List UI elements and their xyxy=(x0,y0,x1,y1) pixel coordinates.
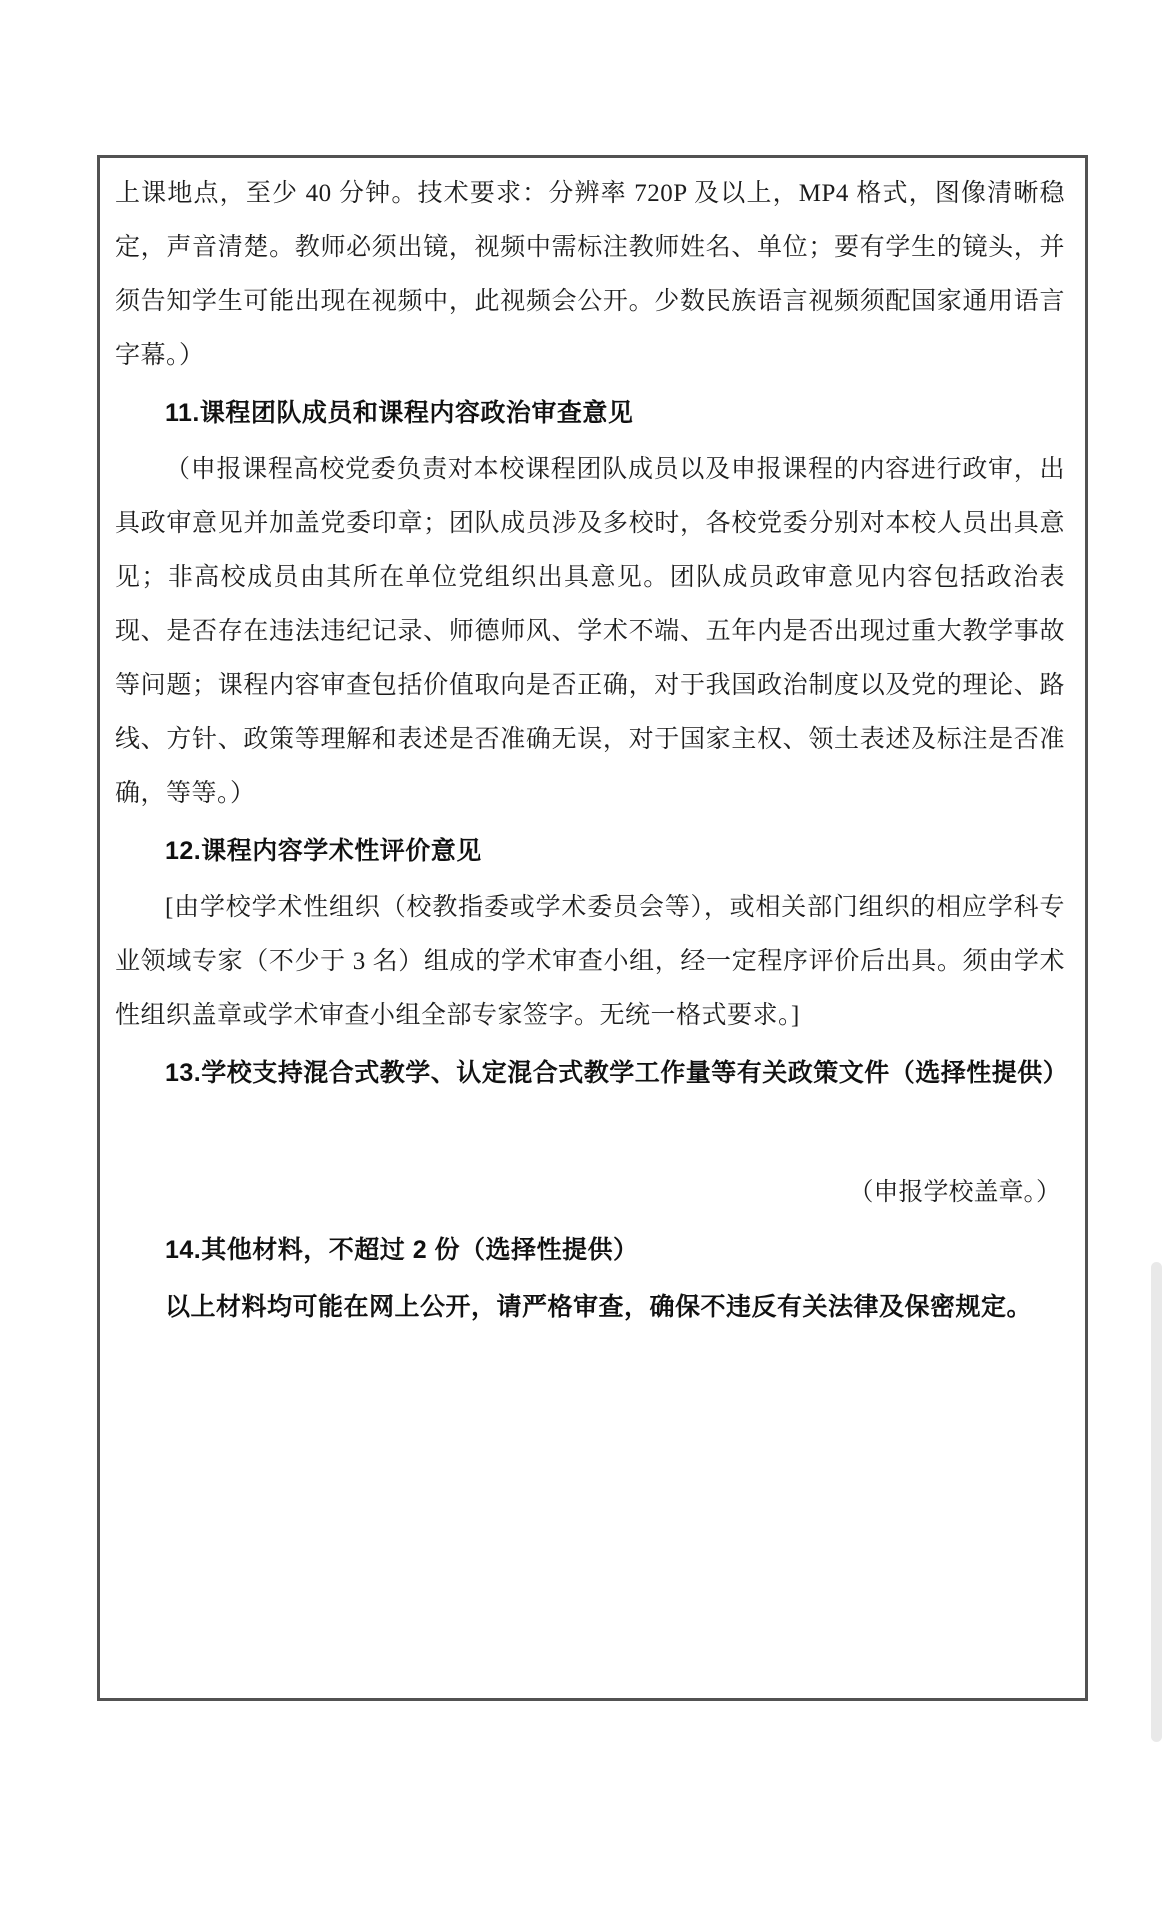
form-border-box xyxy=(97,155,1088,1701)
section-11-description: （申报课程高校党委负责对本校课程团队成员以及申报课程的内容进行政审，出具政审意见并加盖党委印章；团队成员涉及多校时，各校党委分别对本校人员出具意见；非高校成员由其所在单位党组织出具意见。团队成员政审意见内容包括政治表现、是否存在违法违纪记录、师德师风、学术不端、五年内是否出现过重大教学事故等问题；课程内容审查包括价值取向是否正确，对于我国政治制度以及党的理论、路线、方针、政策等理解和表述是否准确无误，对于国家主权、领土表述及标注是否准确，等等。） xyxy=(115,456,1065,807)
section-11-heading: 11.课程团队成员和课程内容政治审查意见 xyxy=(165,399,634,427)
section-14-heading: 14.其他材料，不超过 2 份（选择性提供） xyxy=(165,1236,639,1264)
section-12-heading: 12.课程内容学术性评价意见 xyxy=(165,837,482,865)
closing-warning-paragraph: 以上材料均可能在网上公开，请严格审查，确保不违反有关法律及保密规定。 xyxy=(165,1293,1033,1321)
section-13-heading: 13.学校支持混合式教学、认定混合式教学工作量等有关政策文件（选择性提供） xyxy=(165,1059,1069,1087)
section-12-description: [由学校学术性组织（校教指委或学术委员会等），或相关部门组织的相应学科专业领域专家（不少于 3 名）组成的学术审查小组，经一定程序评价后出具。须由学术性组织盖章或学术审查小组全部专家签字。无统一格式要求。] xyxy=(115,894,1065,1029)
school-stamp-note: （申报学校盖章。） xyxy=(848,1179,1061,1206)
vertical-scrollbar-thumb[interactable] xyxy=(1151,1262,1162,1742)
paragraph-video-technical-requirements: 上课地点，至少 40 分钟。技术要求：分辨率 720P 及以上，MP4 格式，图像清晰稳定，声音清楚。教师必须出镜，视频中需标注教师姓名、单位；要有学生的镜头，并须告知学生可能出现在视频中，此视频会公开。少数民族语言视频须配国家通用语言字幕。） xyxy=(115,180,1065,369)
